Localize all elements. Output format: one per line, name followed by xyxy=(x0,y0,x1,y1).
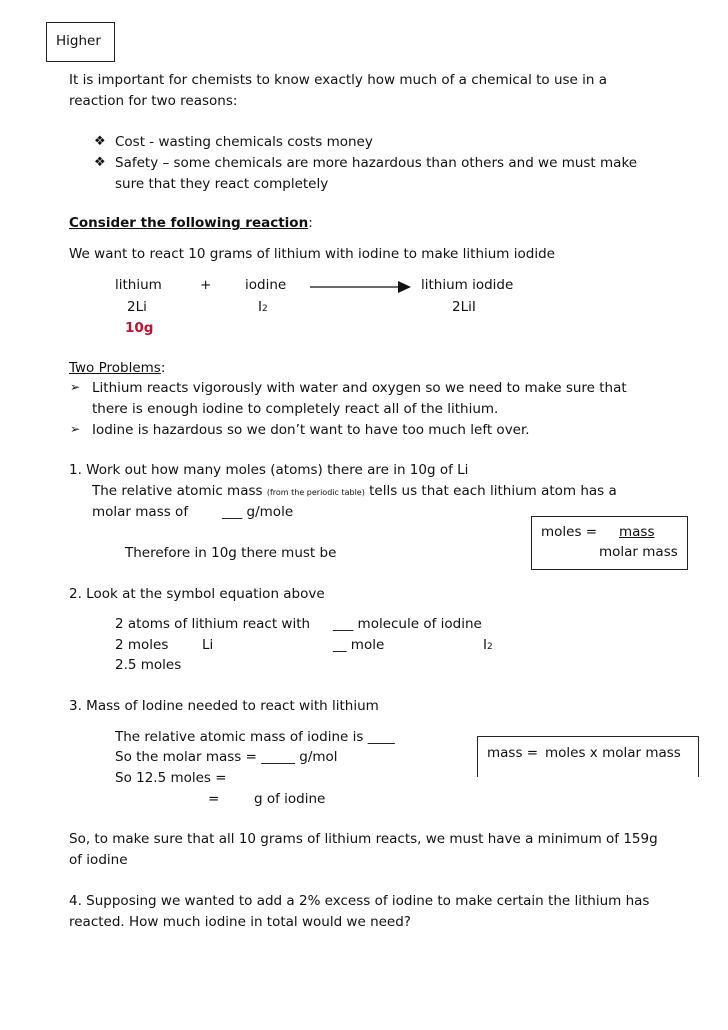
conclusion-line-1: So, to make sure that all 10 grams of lithium reacts, we must have a minimum of 159g xyxy=(69,831,658,847)
reaction-arrow-icon xyxy=(310,280,412,294)
reactant-iodine: iodine xyxy=(245,277,287,293)
conclusion-line-2: of iodine xyxy=(69,852,128,868)
q3-line-4-iodine: g of iodine xyxy=(254,791,326,807)
q1-tells-us: tells us that each lithium atom has a xyxy=(369,483,617,499)
q3-line-2: So the molar mass = _____ g/mol xyxy=(115,749,338,765)
plus-sign: + xyxy=(200,277,212,293)
reason-cost: Cost - wasting chemicals costs money xyxy=(115,134,373,150)
problems-heading xyxy=(69,360,165,376)
q3-line-4-equals: = xyxy=(208,791,220,807)
bullet-diamond-icon: ❖ xyxy=(94,155,106,170)
q2-row3: 2.5 moles xyxy=(115,657,182,673)
q1-line-2 xyxy=(92,483,617,499)
formula-2lii: 2LiI xyxy=(452,299,476,315)
q1-molar-mass-label: molar mass of xyxy=(92,504,189,520)
q2-heading: 2. Look at the symbol equation above xyxy=(69,586,325,602)
intro-line-1: It is important for chemists to know exactly how much of a chemical to use in a xyxy=(69,72,608,88)
q3-heading: 3. Mass of Iodine needed to react with lithium xyxy=(69,698,379,714)
problem-1-line-2: there is enough iodine to completely react all of the lithium. xyxy=(92,401,499,417)
q3-line-3: So 12.5 moles = xyxy=(115,770,227,786)
moles-formula-denominator: molar mass xyxy=(599,544,678,560)
q1-therefore: Therefore in 10g there must be xyxy=(125,545,337,561)
mass-formula-box xyxy=(477,736,699,777)
problems-title: Two Problems xyxy=(69,360,161,376)
q1-molar-mass-blank: ___ g/mole xyxy=(222,504,294,520)
q2-row2-mole: __ mole xyxy=(333,637,385,653)
reactant-lithium: lithium xyxy=(115,277,162,293)
q1-relative-atomic-mass: The relative atomic mass xyxy=(92,483,263,499)
q2-i2-symbol: I xyxy=(483,637,487,653)
q1-periodic-table-note: (from the periodic table) xyxy=(266,488,365,497)
consider-heading xyxy=(69,215,313,231)
consider-title: Consider the following reaction xyxy=(69,215,309,231)
reason-safety: Safety – some chemicals are more hazardous than others and we must make xyxy=(115,155,638,171)
q2-row1-right: ___ molecule of iodine xyxy=(333,616,482,632)
q2-row2-li: Li xyxy=(202,637,214,653)
bullet-arrow-icon: ➢ xyxy=(70,422,81,436)
moles-formula-numerator: mass xyxy=(619,524,655,540)
problem-1-line-1: Lithium reacts vigorously with water and oxygen so we need to make sure that xyxy=(92,380,627,396)
level-tag-text: Higher xyxy=(56,33,101,49)
q2-row2-moles: 2 moles xyxy=(115,637,169,653)
level-tag xyxy=(46,22,115,62)
consider-colon: : xyxy=(308,215,313,231)
formula-i2-symbol: I xyxy=(258,299,262,315)
moles-formula-box xyxy=(531,516,688,570)
q1-heading: 1. Work out how many moles (atoms) there are in 10g of Li xyxy=(69,462,469,478)
q4-line-2: reacted. How much iodine in total would we need? xyxy=(69,914,411,930)
q4-line-1: 4. Supposing we wanted to add a 2% excess of iodine to make certain the lithium has xyxy=(69,893,650,909)
product-lithium-iodide: lithium iodide xyxy=(421,277,514,293)
mass-10g: 10g xyxy=(125,320,154,336)
q3-line-1: The relative atomic mass of iodine is ____ xyxy=(115,729,395,745)
want-line: We want to react 10 grams of lithium with iodine to make lithium iodide xyxy=(69,246,555,262)
reason-safety-cont: sure that they react completely xyxy=(115,176,329,192)
formula-i2 xyxy=(258,299,268,315)
problems-colon: : xyxy=(160,360,166,376)
intro-line-2: reaction for two reasons: xyxy=(69,93,238,109)
bullet-diamond-icon: ❖ xyxy=(94,134,106,149)
q2-i2-subscript: 2 xyxy=(486,642,493,652)
q2-row1-left: 2 atoms of lithium react with xyxy=(115,616,311,632)
problem-2-line-1: Iodine is hazardous so we don’t want to have too much left over. xyxy=(92,422,530,438)
mass-formula-lhs: mass = xyxy=(487,745,539,761)
formula-2li: 2Li xyxy=(127,299,147,315)
q2-row2-i2 xyxy=(483,637,493,653)
formula-i2-subscript: 2 xyxy=(261,304,268,314)
bullet-arrow-icon: ➢ xyxy=(70,380,81,394)
mass-formula-rhs: moles x molar mass xyxy=(545,745,681,761)
moles-formula-lhs: moles = xyxy=(541,524,598,540)
